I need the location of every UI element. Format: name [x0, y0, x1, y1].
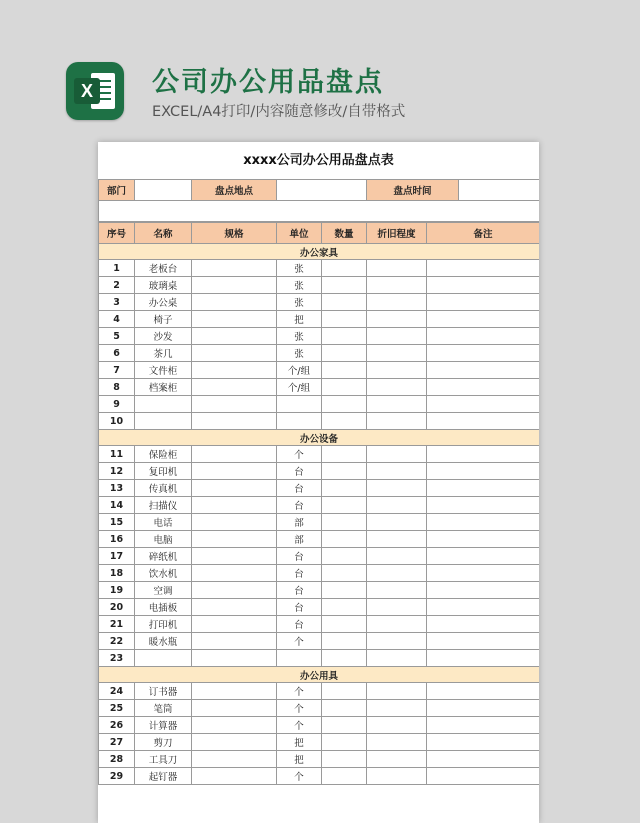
cell-name[interactable]: 订书器 — [135, 683, 192, 700]
cell-name[interactable]: 电话 — [135, 514, 192, 531]
cell-qty[interactable] — [322, 599, 367, 616]
cell-name[interactable]: 笔筒 — [135, 700, 192, 717]
cell-qty[interactable] — [322, 565, 367, 582]
cell-qty[interactable] — [322, 480, 367, 497]
cell-remarks[interactable] — [427, 396, 540, 413]
cell-unit[interactable] — [277, 396, 322, 413]
cell-spec[interactable] — [192, 311, 277, 328]
cell-no[interactable]: 18 — [99, 565, 135, 582]
cell-spec[interactable] — [192, 328, 277, 345]
cell-depreciation[interactable] — [367, 311, 427, 328]
cell-qty[interactable] — [322, 734, 367, 751]
cell-depreciation[interactable] — [367, 751, 427, 768]
cell-name[interactable]: 老板台 — [135, 260, 192, 277]
cell-depreciation[interactable] — [367, 413, 427, 430]
table-row — [99, 362, 540, 379]
cell-spec[interactable] — [192, 599, 277, 616]
table-row — [99, 633, 540, 650]
cell-no[interactable]: 15 — [99, 514, 135, 531]
table-row — [99, 294, 540, 311]
cell-unit[interactable]: 个/组 — [277, 379, 322, 396]
cell-name[interactable]: 传真机 — [135, 480, 192, 497]
cell-name[interactable] — [135, 413, 192, 430]
cell-remarks[interactable] — [427, 700, 540, 717]
cell-qty[interactable] — [322, 260, 367, 277]
cell-remarks[interactable] — [427, 633, 540, 650]
table-row — [99, 379, 540, 396]
cell-depreciation[interactable] — [367, 396, 427, 413]
cell-qty[interactable] — [322, 328, 367, 345]
cell-name[interactable]: 工具刀 — [135, 751, 192, 768]
cell-qty[interactable] — [322, 446, 367, 463]
cell-remarks[interactable] — [427, 379, 540, 396]
table-row — [99, 514, 540, 531]
cell-spec[interactable] — [192, 548, 277, 565]
cell-remarks[interactable] — [427, 768, 540, 785]
cell-qty[interactable] — [322, 700, 367, 717]
location-label: 盘点地点 — [192, 180, 277, 201]
cell-spec[interactable] — [192, 463, 277, 480]
cell-qty[interactable] — [322, 514, 367, 531]
table-row — [99, 751, 540, 768]
section-row — [99, 244, 540, 260]
cell-spec[interactable] — [192, 751, 277, 768]
cell-depreciation[interactable] — [367, 734, 427, 751]
col-header-remarks: 备注 — [427, 223, 540, 244]
cell-name[interactable]: 文件柜 — [135, 362, 192, 379]
table-row — [99, 396, 540, 413]
cell-remarks[interactable] — [427, 599, 540, 616]
cell-no[interactable]: 4 — [99, 311, 135, 328]
cell-name[interactable]: 复印机 — [135, 463, 192, 480]
cell-no[interactable]: 26 — [99, 717, 135, 734]
cell-name[interactable]: 剪刀 — [135, 734, 192, 751]
cell-depreciation[interactable] — [367, 260, 427, 277]
cell-no[interactable]: 11 — [99, 446, 135, 463]
cell-no[interactable]: 14 — [99, 497, 135, 514]
cell-remarks[interactable] — [427, 616, 540, 633]
cell-unit[interactable]: 台 — [277, 582, 322, 599]
info-table — [98, 179, 539, 222]
table-row — [99, 413, 540, 430]
cell-no[interactable]: 5 — [99, 328, 135, 345]
cell-depreciation[interactable] — [367, 683, 427, 700]
table-row — [99, 734, 540, 751]
section-title: 办公家具 — [99, 244, 540, 260]
cell-no[interactable]: 16 — [99, 531, 135, 548]
page-subtitle: EXCEL/A4打印/内容随意修改/自带格式 — [152, 104, 406, 120]
cell-remarks[interactable] — [427, 751, 540, 768]
cell-no[interactable]: 20 — [99, 599, 135, 616]
cell-remarks[interactable] — [427, 497, 540, 514]
cell-spec[interactable] — [192, 700, 277, 717]
cell-qty[interactable] — [322, 396, 367, 413]
cell-spec[interactable] — [192, 396, 277, 413]
section-title: 办公设备 — [99, 430, 540, 446]
cell-name[interactable]: 档案柜 — [135, 379, 192, 396]
column-header-row — [99, 223, 540, 244]
time-value-cell[interactable] — [459, 180, 540, 201]
section-row — [99, 430, 540, 446]
cell-qty[interactable] — [322, 379, 367, 396]
table-row — [99, 531, 540, 548]
cell-no[interactable]: 23 — [99, 650, 135, 667]
cell-name[interactable]: 饮水机 — [135, 565, 192, 582]
table-row — [99, 700, 540, 717]
cell-depreciation[interactable] — [367, 294, 427, 311]
table-row — [99, 328, 540, 345]
cell-name[interactable]: 椅子 — [135, 311, 192, 328]
col-header-depreciation: 折旧程度 — [367, 223, 427, 244]
excel-letter: X — [74, 78, 100, 104]
cell-spec[interactable] — [192, 582, 277, 599]
cell-unit[interactable]: 台 — [277, 497, 322, 514]
cell-name[interactable]: 打印机 — [135, 616, 192, 633]
cell-unit[interactable]: 个 — [277, 768, 322, 785]
table-row — [99, 311, 540, 328]
cell-name[interactable]: 碎纸机 — [135, 548, 192, 565]
cell-qty[interactable] — [322, 751, 367, 768]
cell-qty[interactable] — [322, 277, 367, 294]
cell-unit[interactable]: 个 — [277, 633, 322, 650]
cell-depreciation[interactable] — [367, 582, 427, 599]
cell-depreciation[interactable] — [367, 463, 427, 480]
spacer-row — [99, 201, 540, 222]
cell-remarks[interactable] — [427, 362, 540, 379]
cell-depreciation[interactable] — [367, 650, 427, 667]
cell-spec[interactable] — [192, 717, 277, 734]
cell-no[interactable]: 24 — [99, 683, 135, 700]
cell-name[interactable]: 保险柜 — [135, 446, 192, 463]
cell-unit[interactable]: 个 — [277, 446, 322, 463]
cell-qty[interactable] — [322, 582, 367, 599]
cell-unit[interactable]: 台 — [277, 599, 322, 616]
cell-no[interactable]: 3 — [99, 294, 135, 311]
col-header-name: 名称 — [135, 223, 192, 244]
table-row — [99, 565, 540, 582]
cell-spec[interactable] — [192, 734, 277, 751]
cell-depreciation[interactable] — [367, 328, 427, 345]
cell-depreciation[interactable] — [367, 616, 427, 633]
cell-qty[interactable] — [322, 548, 367, 565]
cell-no[interactable]: 8 — [99, 379, 135, 396]
cell-no[interactable]: 13 — [99, 480, 135, 497]
cell-remarks[interactable] — [427, 328, 540, 345]
table-row — [99, 650, 540, 667]
cell-qty[interactable] — [322, 311, 367, 328]
dept-label: 部门 — [99, 180, 135, 201]
cell-depreciation[interactable] — [367, 446, 427, 463]
cell-name[interactable] — [135, 650, 192, 667]
cell-depreciation[interactable] — [367, 379, 427, 396]
cell-remarks[interactable] — [427, 650, 540, 667]
location-value-cell[interactable] — [277, 180, 367, 201]
section-title: 办公用具 — [99, 667, 540, 683]
cell-depreciation[interactable] — [367, 362, 427, 379]
cell-spec[interactable] — [192, 345, 277, 362]
cell-remarks[interactable] — [427, 345, 540, 362]
cell-spec[interactable] — [192, 277, 277, 294]
cell-unit[interactable]: 个 — [277, 717, 322, 734]
cell-spec[interactable] — [192, 413, 277, 430]
cell-spec[interactable] — [192, 616, 277, 633]
table-row — [99, 616, 540, 633]
cell-unit[interactable]: 张 — [277, 294, 322, 311]
cell-unit[interactable]: 台 — [277, 463, 322, 480]
cell-unit[interactable]: 台 — [277, 565, 322, 582]
cell-spec[interactable] — [192, 683, 277, 700]
table-row — [99, 548, 540, 565]
cell-remarks[interactable] — [427, 480, 540, 497]
cell-spec[interactable] — [192, 531, 277, 548]
cell-spec[interactable] — [192, 446, 277, 463]
cell-spec[interactable] — [192, 633, 277, 650]
cell-remarks[interactable] — [427, 565, 540, 582]
cell-no[interactable]: 17 — [99, 548, 135, 565]
cell-qty[interactable] — [322, 294, 367, 311]
cell-name[interactable]: 起钉器 — [135, 768, 192, 785]
cell-unit[interactable] — [277, 413, 322, 430]
cell-name[interactable]: 暖水瓶 — [135, 633, 192, 650]
time-label: 盘点时间 — [367, 180, 459, 201]
table-row — [99, 277, 540, 294]
info-row — [99, 180, 540, 201]
cell-no[interactable]: 2 — [99, 277, 135, 294]
table-row — [99, 480, 540, 497]
table-row — [99, 497, 540, 514]
section-row — [99, 667, 540, 683]
table-row — [99, 717, 540, 734]
cell-unit[interactable]: 张 — [277, 345, 322, 362]
cell-name[interactable]: 电插板 — [135, 599, 192, 616]
cell-qty[interactable] — [322, 362, 367, 379]
cell-depreciation[interactable] — [367, 514, 427, 531]
cell-spec[interactable] — [192, 260, 277, 277]
cell-qty[interactable] — [322, 345, 367, 362]
cell-remarks[interactable] — [427, 548, 540, 565]
cell-name[interactable]: 茶几 — [135, 345, 192, 362]
cell-no[interactable]: 6 — [99, 345, 135, 362]
table-row — [99, 463, 540, 480]
cell-unit[interactable]: 部 — [277, 531, 322, 548]
cell-unit[interactable]: 把 — [277, 311, 322, 328]
cell-name[interactable]: 办公桌 — [135, 294, 192, 311]
cell-depreciation[interactable] — [367, 565, 427, 582]
cell-spec[interactable] — [192, 497, 277, 514]
cell-no[interactable]: 9 — [99, 396, 135, 413]
cell-depreciation[interactable] — [367, 548, 427, 565]
cell-no[interactable]: 12 — [99, 463, 135, 480]
col-header-qty: 数量 — [322, 223, 367, 244]
banner — [0, 0, 640, 142]
cell-unit[interactable]: 台 — [277, 616, 322, 633]
col-header-spec: 规格 — [192, 223, 277, 244]
cell-no[interactable]: 10 — [99, 413, 135, 430]
cell-remarks[interactable] — [427, 413, 540, 430]
cell-unit[interactable]: 把 — [277, 734, 322, 751]
cell-no[interactable]: 22 — [99, 633, 135, 650]
cell-remarks[interactable] — [427, 514, 540, 531]
cell-depreciation[interactable] — [367, 277, 427, 294]
cell-spec[interactable] — [192, 480, 277, 497]
table-row — [99, 599, 540, 616]
cell-no[interactable]: 1 — [99, 260, 135, 277]
cell-remarks[interactable] — [427, 260, 540, 277]
cell-remarks[interactable] — [427, 683, 540, 700]
cell-remarks[interactable] — [427, 717, 540, 734]
cell-remarks[interactable] — [427, 582, 540, 599]
cell-qty[interactable] — [322, 633, 367, 650]
cell-spec[interactable] — [192, 379, 277, 396]
cell-unit[interactable]: 个 — [277, 683, 322, 700]
cell-unit[interactable]: 张 — [277, 277, 322, 294]
cell-name[interactable]: 电脑 — [135, 531, 192, 548]
cell-name[interactable] — [135, 396, 192, 413]
spreadsheet-page — [98, 142, 539, 823]
table-row — [99, 582, 540, 599]
cell-remarks[interactable] — [427, 446, 540, 463]
cell-qty[interactable] — [322, 768, 367, 785]
page-title: 公司办公用品盘点 — [152, 67, 384, 98]
cell-remarks[interactable] — [427, 734, 540, 751]
cell-spec[interactable] — [192, 768, 277, 785]
cell-spec[interactable] — [192, 565, 277, 582]
cell-depreciation[interactable] — [367, 531, 427, 548]
cell-unit[interactable]: 张 — [277, 328, 322, 345]
cell-depreciation[interactable] — [367, 480, 427, 497]
cell-name[interactable]: 扫描仪 — [135, 497, 192, 514]
cell-qty[interactable] — [322, 463, 367, 480]
cell-unit[interactable]: 张 — [277, 260, 322, 277]
cell-unit[interactable]: 把 — [277, 751, 322, 768]
cell-remarks[interactable] — [427, 277, 540, 294]
cell-unit[interactable]: 个 — [277, 700, 322, 717]
col-header-no: 序号 — [99, 223, 135, 244]
cell-no[interactable]: 29 — [99, 768, 135, 785]
cell-spec[interactable] — [192, 294, 277, 311]
cell-unit[interactable]: 台 — [277, 480, 322, 497]
cell-remarks[interactable] — [427, 311, 540, 328]
cell-qty[interactable] — [322, 683, 367, 700]
cell-depreciation[interactable] — [367, 700, 427, 717]
cell-no[interactable]: 19 — [99, 582, 135, 599]
cell-name[interactable]: 计算器 — [135, 717, 192, 734]
excel-icon — [66, 62, 124, 120]
cell-no[interactable]: 27 — [99, 734, 135, 751]
cell-name[interactable]: 沙发 — [135, 328, 192, 345]
table-row — [99, 683, 540, 700]
cell-spec[interactable] — [192, 650, 277, 667]
cell-qty[interactable] — [322, 650, 367, 667]
cell-depreciation[interactable] — [367, 345, 427, 362]
cell-spec[interactable] — [192, 514, 277, 531]
cell-no[interactable]: 25 — [99, 700, 135, 717]
cell-unit[interactable] — [277, 650, 322, 667]
cell-depreciation[interactable] — [367, 768, 427, 785]
cell-name[interactable]: 玻璃桌 — [135, 277, 192, 294]
cell-depreciation[interactable] — [367, 633, 427, 650]
col-header-unit: 单位 — [277, 223, 322, 244]
dept-value-cell[interactable] — [135, 180, 192, 201]
sheet-title: xxxx公司办公用品盘点表 — [243, 153, 394, 168]
cell-remarks[interactable] — [427, 463, 540, 480]
cell-qty[interactable] — [322, 717, 367, 734]
cell-depreciation[interactable] — [367, 599, 427, 616]
cell-depreciation[interactable] — [367, 497, 427, 514]
cell-unit[interactable]: 个/组 — [277, 362, 322, 379]
table-row — [99, 446, 540, 463]
inventory-table — [98, 222, 539, 785]
cell-unit[interactable]: 部 — [277, 514, 322, 531]
table-row — [99, 345, 540, 362]
cell-unit[interactable]: 台 — [277, 548, 322, 565]
cell-no[interactable]: 21 — [99, 616, 135, 633]
cell-remarks[interactable] — [427, 531, 540, 548]
cell-qty[interactable] — [322, 531, 367, 548]
table-row — [99, 768, 540, 785]
cell-qty[interactable] — [322, 413, 367, 430]
cell-name[interactable]: 空调 — [135, 582, 192, 599]
cell-no[interactable]: 28 — [99, 751, 135, 768]
cell-qty[interactable] — [322, 497, 367, 514]
cell-spec[interactable] — [192, 362, 277, 379]
cell-no[interactable]: 7 — [99, 362, 135, 379]
cell-remarks[interactable] — [427, 294, 540, 311]
cell-qty[interactable] — [322, 616, 367, 633]
table-row — [99, 260, 540, 277]
cell-depreciation[interactable] — [367, 717, 427, 734]
